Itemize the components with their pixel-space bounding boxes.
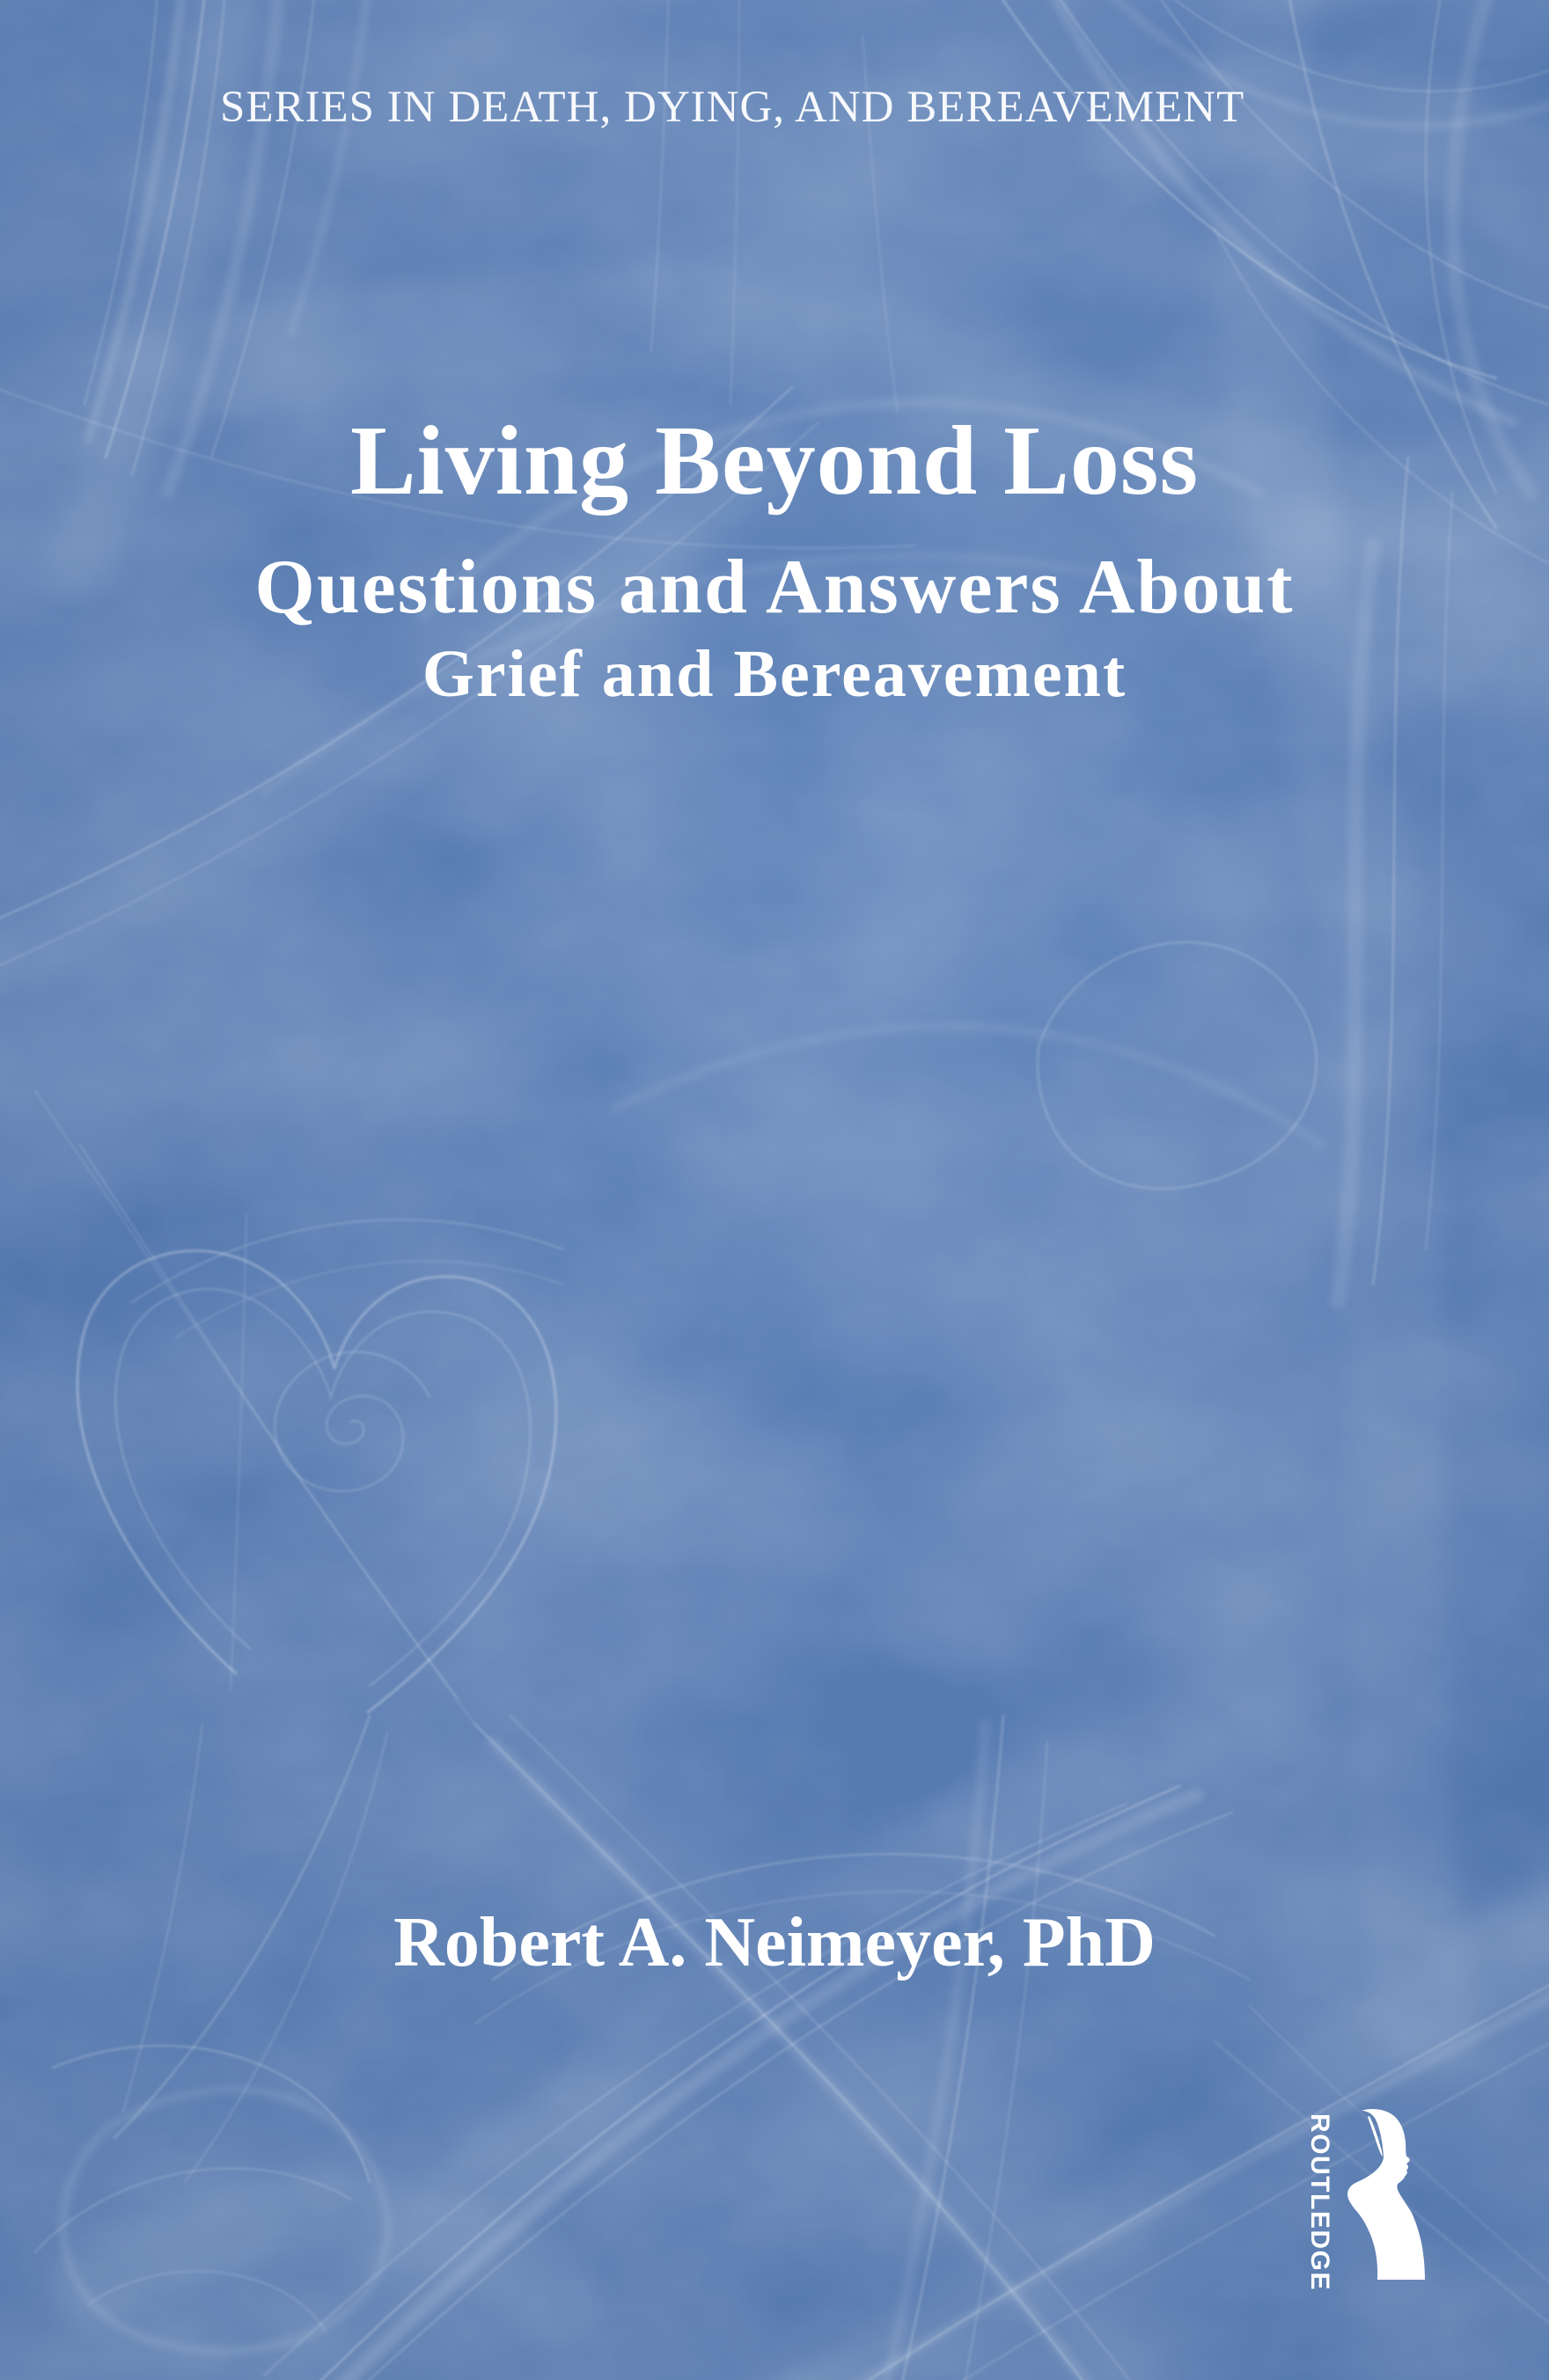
routledge-logo [1294,2105,1452,2294]
subtitle-line-1: Questions and Answers About [254,545,1295,630]
subtitle-line-2: Grief and Bereavement [422,637,1127,711]
book-subtitle [0,545,1549,711]
routledge-face-icon [1338,2107,1435,2283]
author-name: Robert A. Neimeyer, PhD [393,1904,1156,1981]
series-title: SERIES IN DEATH, DYING, AND BEREAVEMENT [220,83,1245,132]
routledge-logo-text: ROUTLEDGE [1305,2113,1334,2291]
book-title: Living Beyond Loss [349,406,1200,516]
